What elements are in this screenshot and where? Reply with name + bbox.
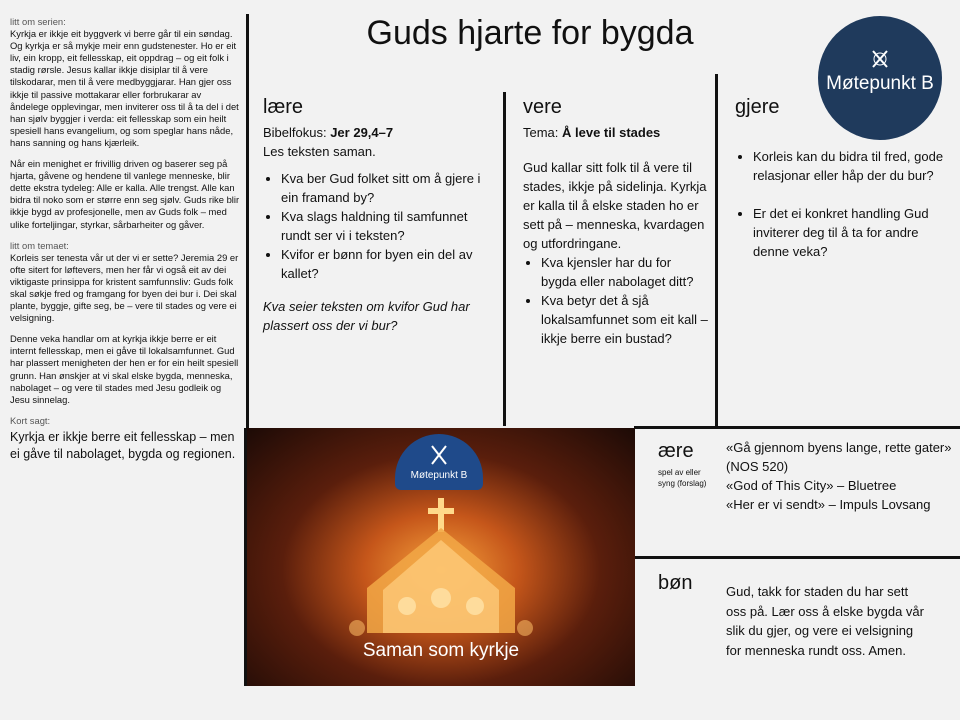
- bibelfokus-ref: Jer 29,4–7: [330, 125, 394, 140]
- vere-text: Gud kallar sitt folk til å vere til stades, ikkje på sidelinja. Kyrkja er kalla til å elske staden ho er sett på – menneska, kvardagen og utfordringane.: [523, 160, 707, 251]
- laere-section: [263, 96, 497, 335]
- divider-bon: [634, 556, 960, 559]
- song-list: [726, 438, 956, 514]
- temaet-text: Korleis ser tenesta vår ut der vi er sette? Jeremia 29 er ofte sitert for løftevers, men her får vi også eit av dei viktigaste prinsippa for kristent samfunnsliv: Guds folk skal søkje fred og framgang for byen dei bur i. Dei skal plante, byggje, gifte seg, be – vere til stades og vere ei velsigning.: [10, 251, 239, 324]
- kort-heading: Kort sagt:: [10, 414, 51, 426]
- logo-text: Møtepunkt B: [826, 73, 934, 94]
- photo-logo-text: Møtepunkt B: [410, 470, 468, 481]
- gjere-questions: [735, 147, 950, 261]
- list-item: • Er det ei konkret handling Gud inviterer deg til å ta for andre denne veka?: [753, 204, 950, 261]
- serien-text-2: Når ein menighet er frivillig driven og baserer seg på hjarta, gåvene og hendene til vanlege menneske, blir dette ekstra tydeleg: Alle er kalla. Alle trengst. Alle kan bidra til noko som er større enn seg sjølv. Guds rike blir ikkje bygd av profesjonelle, men av Guds folk – med ulike forteljingar, styrkar, sårbarheiter og gåver.: [10, 158, 240, 230]
- gjere-section: [735, 96, 950, 261]
- bibelfokus-line: [263, 123, 497, 142]
- list-item: «Gå gjennom byens lange, rette gater» (NOS 520): [726, 440, 952, 474]
- laere-questions: [263, 169, 497, 283]
- sidebar: [10, 16, 242, 463]
- temaet-heading: litt om temaet:: [10, 239, 69, 251]
- divider-left: [246, 14, 249, 434]
- list-item: • Kva betyr det å sjå lokalsamfunnet som eit kall – ikkje berre ein bustad?: [541, 291, 709, 348]
- list-item: • Korleis kan du bidra til fred, gode relasjonar eller håp der du bur?: [753, 147, 950, 185]
- vere-questions: [523, 253, 709, 348]
- photo-logo-badge: [395, 434, 483, 490]
- laere-closing-question: Kva seier teksten om kvifor Gud har plassert oss der vi bur?: [263, 299, 470, 333]
- temaet-text-2: Denne veka handlar om at kyrkja ikkje berre er eit internt fellesskap, men ei gåve til lokalsamfunnet. Gud har plassert menigheten der hen er for ein heilt spesiell grunn. Han ønskjer at vi skal elske bygda, menneska, nabolaget – og vere til stades med Jesu godleik og Jesu sinnelag.: [10, 333, 239, 405]
- bon-heading: bøn: [658, 572, 693, 594]
- laere-body: [263, 123, 497, 335]
- list-item: • Kva slags haldning til samfunnet rundt ser vi i teksten?: [281, 207, 497, 245]
- tema-line: [523, 123, 709, 142]
- laere-instruction: Les teksten saman.: [263, 144, 376, 159]
- divider-vere: [503, 92, 506, 426]
- tema-label: Tema:: [523, 125, 563, 140]
- page-title: Guds hjarte for bygda: [366, 14, 694, 52]
- vere-body: [523, 123, 709, 348]
- bon-text: Gud, takk for staden du har sett oss på. Lær oss å elske bygda vår slik du gjer, og vere ei velsigning for menneska rundt oss. Amen.: [726, 584, 924, 658]
- laere-heading: lære: [263, 96, 304, 118]
- list-item: • Kva ber Gud folket sitt om å gjere i ein framand by?: [281, 169, 497, 207]
- vere-heading: vere: [523, 96, 562, 118]
- church-photo: [247, 428, 635, 686]
- list-item: • Kva kjensler har du for bygda eller nabolaget ditt?: [541, 253, 709, 291]
- list-item: «Her er vi sendt» – Impuls Lovsang: [726, 497, 931, 512]
- vere-section: [523, 96, 709, 348]
- photo-caption: Saman som kyrkje: [362, 640, 520, 661]
- aere-subtitle: spel av eller syng (forslag): [658, 468, 707, 488]
- serien-text: Kyrkja er ikkje eit byggverk vi berre går til ein søndag. Og kyrkja er så mykje meir enn gudstenester. Ho er eit liv, ein kropp, eit fellesskap, eit oppdrag – og eit folk i stadig rørsle. Jesus kallar ikkje disiplar til å vere tilskodarar, men til å vere medbyggjarar. Han gjer oss ikkje til passive mottakarar eller forbrukarar av åndelege opplevingar, men inviterer oss til å ta del i det han sjølv byggjer i verda: eit fellesskap som ein heilt spesiell hans evangelium, og som speglar hans nåde, hans sanning og hans kjærleik.: [10, 28, 239, 148]
- divider-gjere: [715, 74, 718, 426]
- cross-swirl-icon: [395, 436, 483, 472]
- aere-heading: ære: [658, 440, 694, 462]
- list-item: • Kvifor er bønn for byen ein del av kallet?: [281, 245, 497, 283]
- tema-value: Å leve til stades: [562, 125, 661, 140]
- serien-heading: litt om serien:: [10, 16, 66, 27]
- divider-middle: [634, 426, 960, 429]
- bibelfokus-label: Bibelfokus:: [263, 125, 331, 140]
- gjere-body: [735, 147, 950, 261]
- gjere-heading: gjere: [735, 96, 780, 118]
- list-item: «God of This City» – Bluetree: [726, 478, 897, 493]
- kort-text: Kyrkja er ikkje berre eit fellesskap – men ei gåve til nabolaget, bygda og regionen.: [10, 429, 236, 461]
